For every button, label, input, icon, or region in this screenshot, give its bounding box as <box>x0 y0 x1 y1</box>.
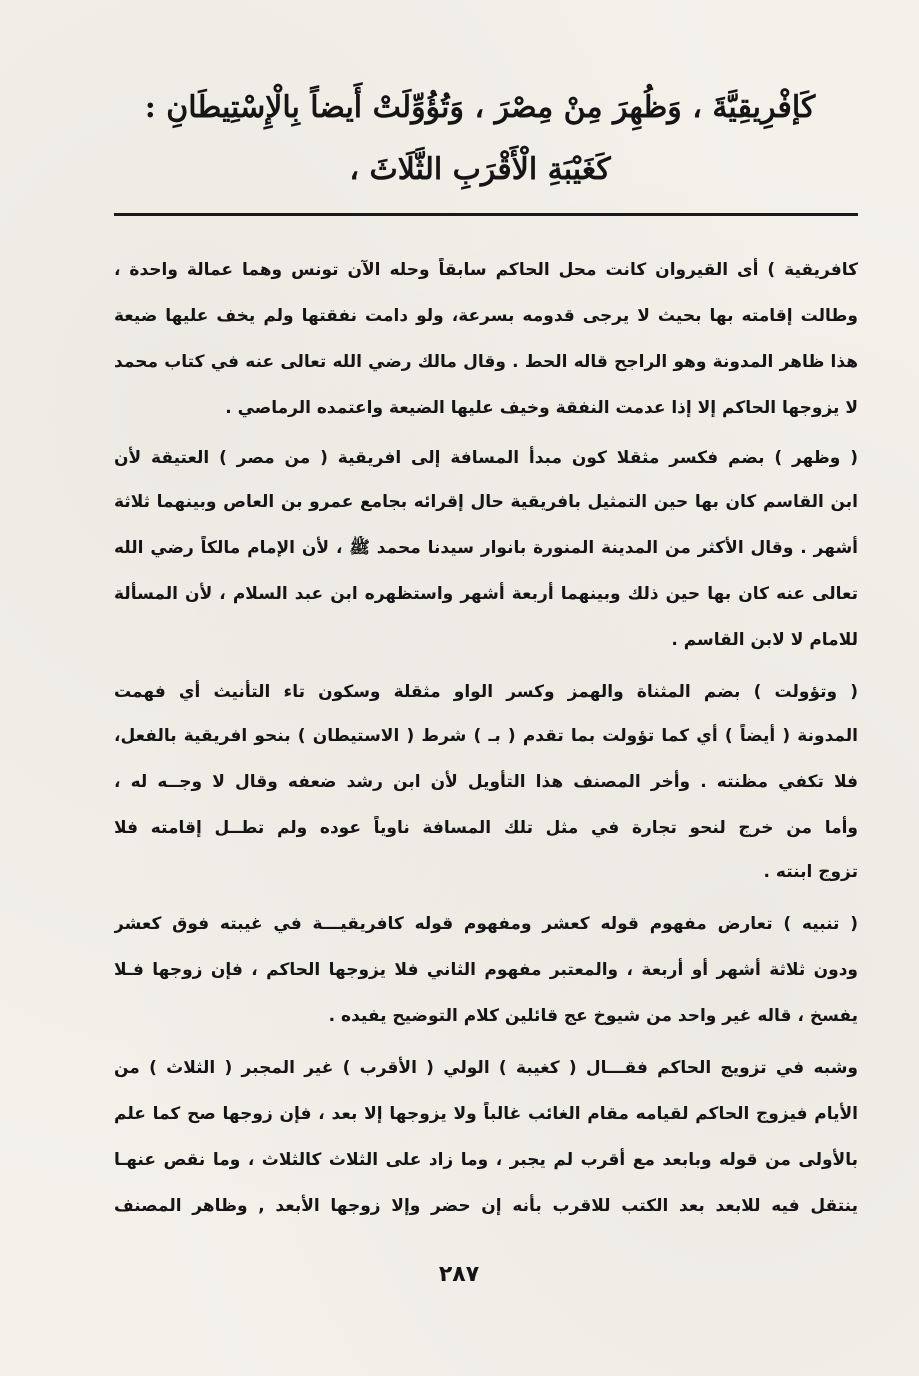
commentary-line: وشبه في تزويج الحاكم فقـــال ( كغيبة ) الولي ( الأقرب ) غير المجبر ( الثلاث ) من <box>114 1058 858 1078</box>
commentary-line: أشهر . وقال الأكثر من المدينة المنورة بانوار سيدنا محمد ﷺ ، لأن الإمام مالكاً رضي الله <box>114 538 858 558</box>
commentary-line: ( وظهر ) بضم فكسر مثقلا كون مبدأ المسافة إلى افريقية ( من مصر ) العتيقة لأن <box>114 448 858 468</box>
matn-line-1: كَإفْرِيقِيَّةَ ، وَظُهِرَ مِنْ مِصْرَ ، وَتُؤُوِّلَتْ أَيضاً بِالْإِسْتِيطَانِ : <box>144 90 816 125</box>
commentary-line: الأيام فيزوج الحاكم لقيامه مقام الغائب غالباً ولا يزوجها إلا بعد ، فإن زوجها صح كما علم <box>114 1104 858 1124</box>
commentary-line: للامام لا لابن القاسم . <box>671 630 858 650</box>
commentary-line: يفسخ ، قاله غير واحد من شيوخ عج قائلين كلام التوضيح يفيده . <box>328 1006 858 1026</box>
commentary-line: ( تنبيه ) تعارض مفهوم قوله كعشر ومفهوم قوله كافريقيـــة في غيبته فوق كعشر <box>114 914 858 934</box>
commentary-line: ينتقل فيه للابعد بعد الكتب للاقرب بأنه إن حضر وإلا زوجها الأبعد , وظاهر المصنف <box>114 1196 858 1216</box>
commentary-line: فلا تكفي مظنته . وأخر المصنف هذا التأويل لأن ابن رشد ضعفه وقال لا وجــه له ، <box>114 772 858 792</box>
page-number: ٢٨٧ <box>438 1262 480 1287</box>
commentary-line: كافريقية ) أى القيروان كانت محل الحاكم سابقاً وحله الآن تونس وهما عمالة واحدة ، <box>114 260 858 280</box>
commentary-line: هذا ظاهر المدونة وهو الراجح قاله الحط . وقال مالك رضي الله تعالى عنه في كتاب محمد <box>114 352 858 372</box>
commentary-line: تعالى عنه كان بها حين ذلك وبينهما أربعة أشهر واستظهره ابن عبد السلام ، لأن المسألة <box>114 584 858 604</box>
commentary-line: ودون ثلاثة أشهر أو أربعة ، والمعتبر مفهوم الثاني فلا يزوجها الحاكم ، فإن زوجها فـلا <box>114 960 858 980</box>
commentary-line: وأما من خرج لنحو تجارة في مثل تلك المسافة ناوياً عوده ولم تطــل إقامته فلا <box>114 818 858 838</box>
matn-line-2: كَغَيْبَةِ الْأَقْرَبِ الثَّلَاثَ ، <box>349 152 611 187</box>
commentary-line: بالأولى من قوله وبابعد مع أقرب لم يجبر ، وما زاد على الثلاث كالثلاث ، وما نقص عنهـا <box>114 1150 858 1170</box>
commentary-line: ( وتؤولت ) بضم المثناة والهمز وكسر الواو مثقلة وسكون تاء التأنيث أي فهمت <box>114 682 858 702</box>
commentary-line: ابن القاسم كان بها حين التمثيل بافريقية حال إقرائه بجامع عمرو بن العاص وبينهما ثلاثة <box>114 492 858 512</box>
commentary-line: وطالت إقامته بها بحيث لا يرجى قدومه بسرعة، ولو دامت نفقتها ولم يخف عليها ضيعة <box>114 306 858 326</box>
commentary-line: تزوج ابنته . <box>763 862 858 882</box>
separator-rule <box>114 213 858 216</box>
commentary-line: المدونة ( أيضاً ) أي كما تؤولت بما تقدم ( بـ ) شرط ( الاستيطان ) بنحو افريقية بالفعل، <box>114 726 858 746</box>
commentary-line: لا يزوجها الحاكم إلا إذا عدمت النفقة وخيف عليها الضيعة واعتمده الرماصي . <box>225 398 858 418</box>
